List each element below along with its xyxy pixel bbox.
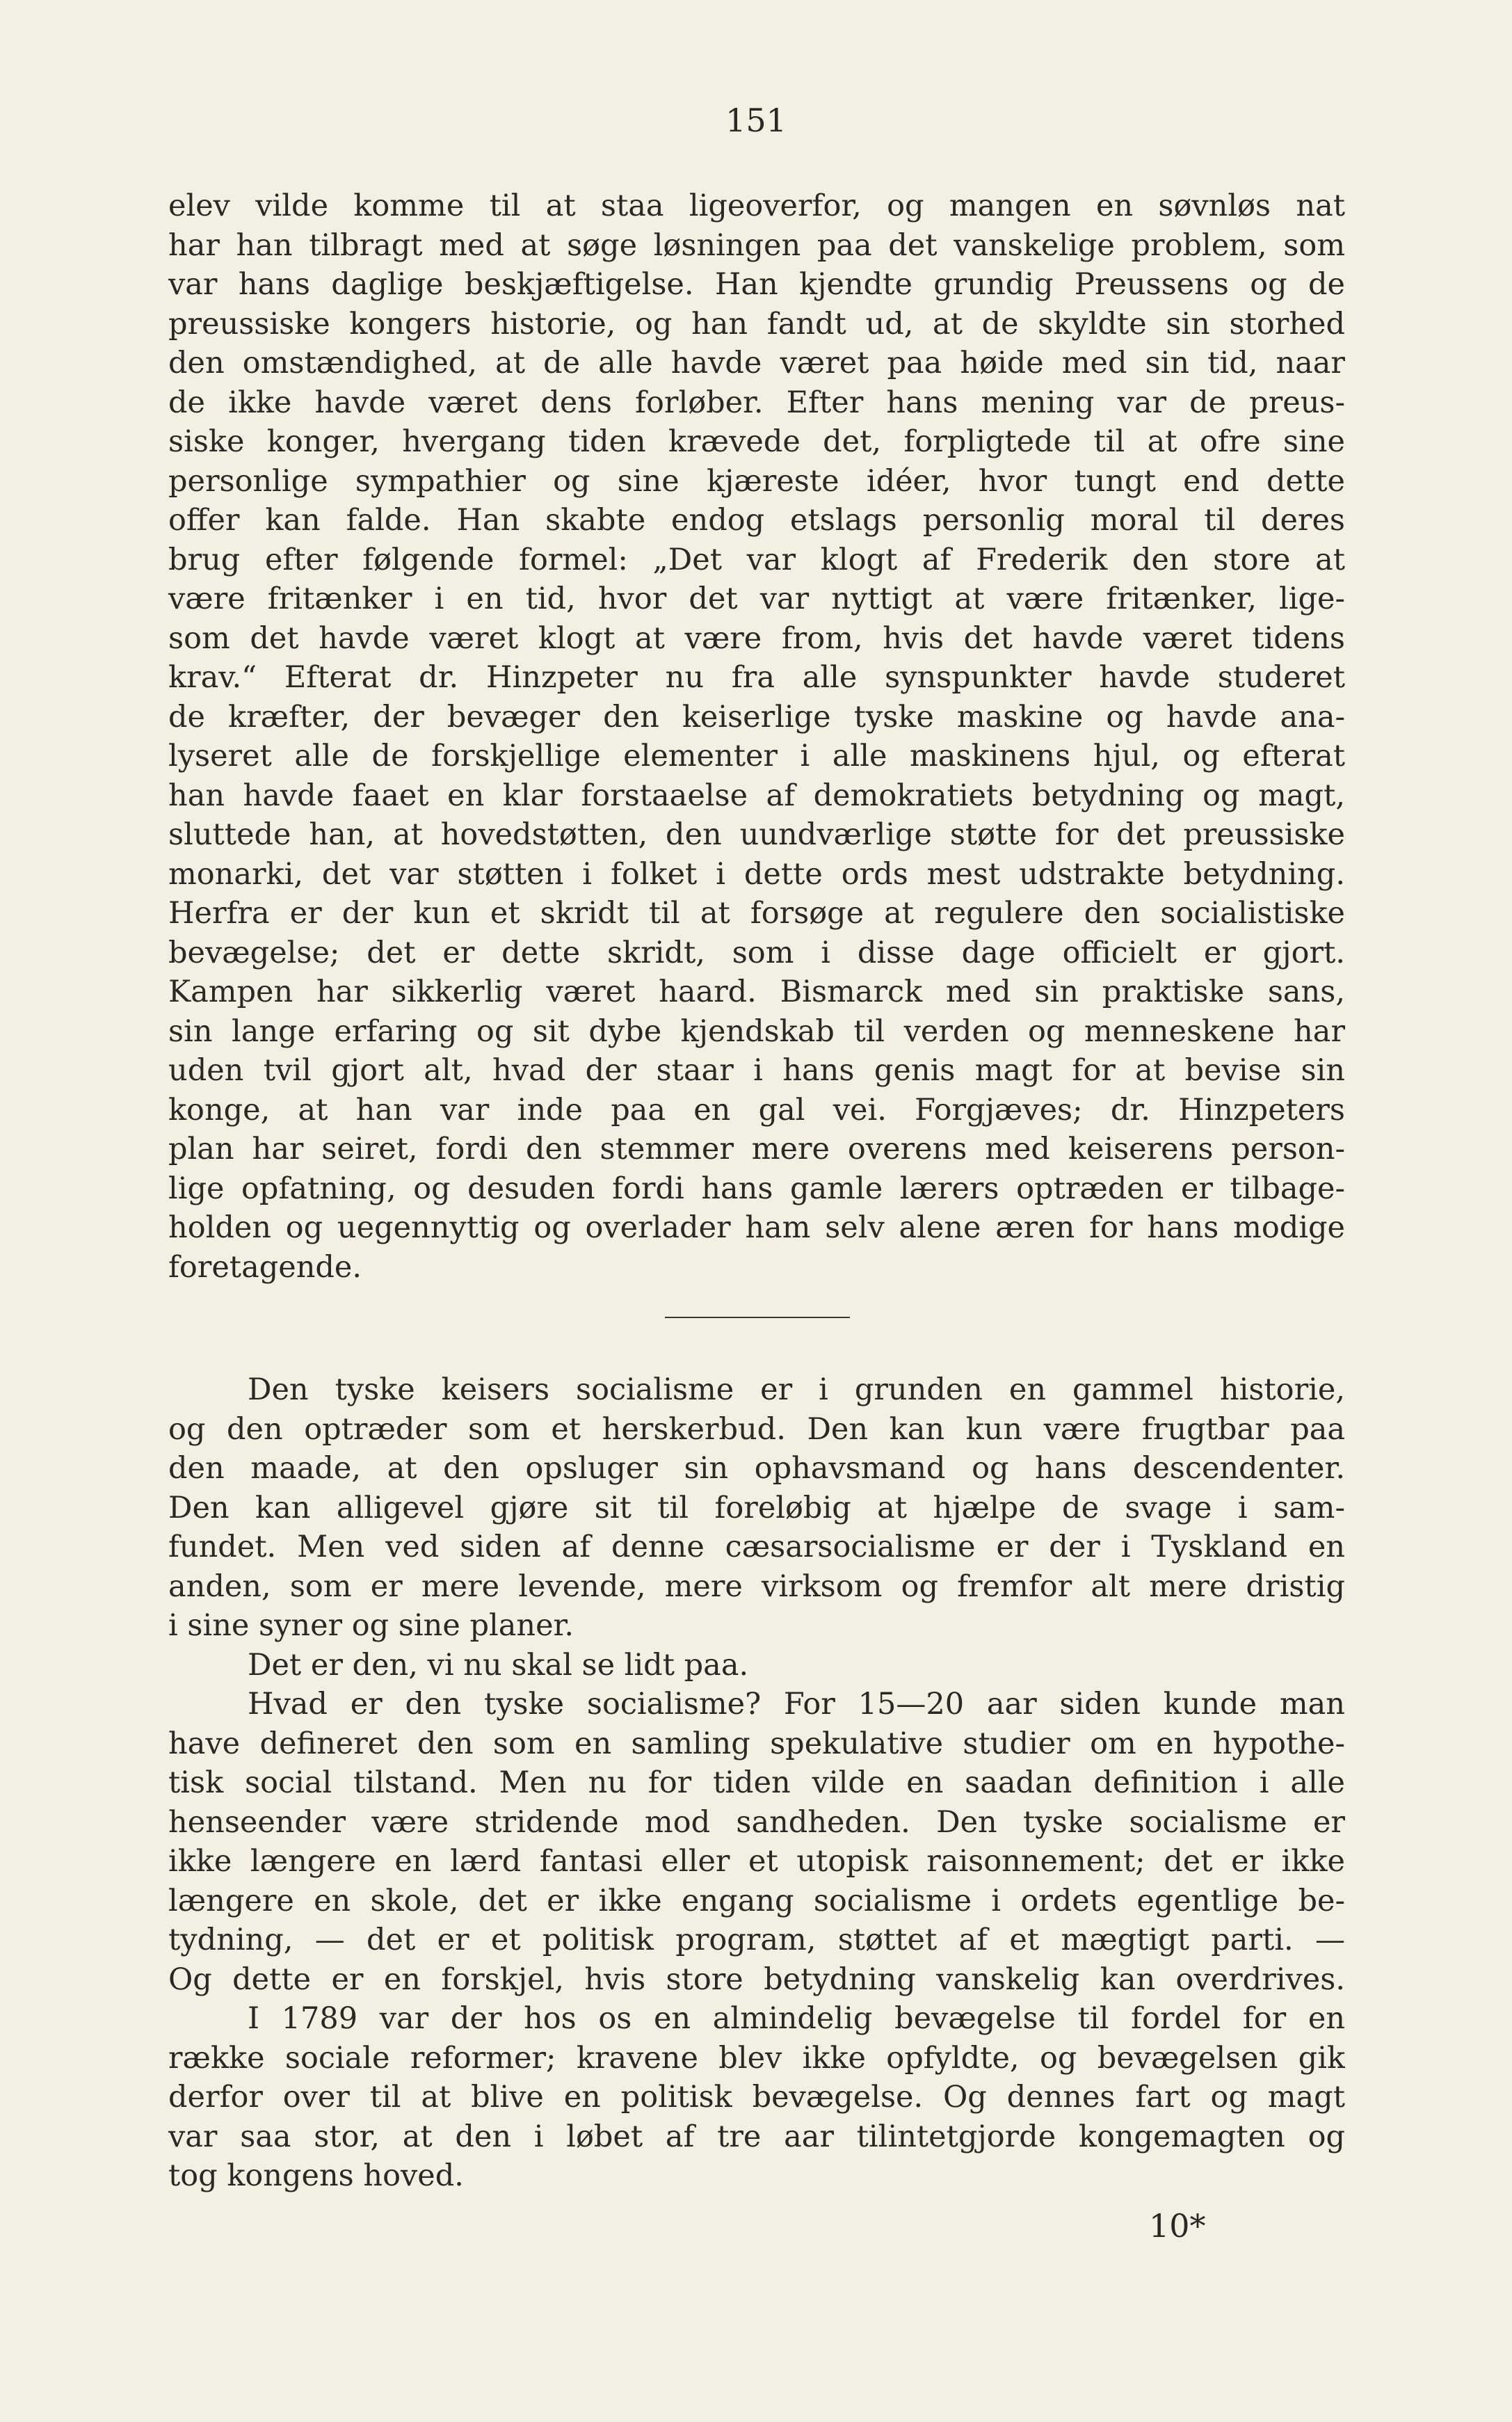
- text-line: have defineret den som en samling spekulative studier om en hypothe-: [168, 1726, 1345, 1761]
- text-line: Herfra er der kun et skridt til at forsøge at regulere den socialistiske: [168, 896, 1345, 931]
- text-line: tisk social tilstand. Men nu for tiden vilde en saadan definition i alle: [168, 1765, 1345, 1800]
- text-line: foretagende.: [168, 1249, 362, 1285]
- text-line: længere en skole, det er ikke engang socialisme i ordets egentlige be-: [168, 1883, 1345, 1918]
- text-line: plan har seiret, fordi den stemmer mere overens med keiserens person-: [168, 1132, 1345, 1166]
- section-divider: [665, 1317, 850, 1318]
- text-line: lyseret alle de forskjellige elementer i alle maskinens hjul, og efterat: [168, 739, 1345, 773]
- text-line: Den kan alligevel gjøre sit til foreløbig at hjælpe de svage i sam-: [168, 1490, 1345, 1525]
- text-line: offer kan falde. Han skabte endog etslags personlig moral til deres: [168, 503, 1345, 538]
- signature-mark: 10*: [1149, 2207, 1206, 2245]
- text-line: i sine syner og sine planer.: [168, 1608, 574, 1643]
- text-line: henseender være stridende mod sandheden. Den tyske socialisme er: [168, 1804, 1345, 1840]
- text-line: har han tilbragt med at søge løsningen paa det vanskelige problem, som: [168, 227, 1345, 263]
- text-line: konge, at han var inde paa en gal vei. Forgjæves; dr. Hinzpeters: [168, 1092, 1345, 1128]
- text-line: Hvad er den tyske socialisme? For 15—20 aar siden kunde man: [248, 1687, 1345, 1722]
- text-line: sluttede han, at hovedstøtten, den uundværlige støtte for det preussiske: [168, 817, 1345, 852]
- text-line: Og dette er en forskjel, hvis store betydning vanskelig kan overdrives.: [168, 1962, 1345, 1997]
- text-line: den maade, at den opsluger sin ophavsmand og hans descendenter.: [168, 1451, 1345, 1486]
- text-line: var saa stor, at den i løbet af tre aar tilintetgjorde kongemagten og: [168, 2119, 1345, 2154]
- paragraph-5: [168, 1999, 1345, 2196]
- text-line: række sociale reformer; kravene blev ikke opfyldte, og bevægelsen gik: [168, 2040, 1345, 2076]
- text-line: de kræfter, der bevæger den keiserlige tyske maskine og havde ana-: [168, 699, 1345, 735]
- text-line: I 1789 var der hos os en almindelig bevægelse til fordel for en: [248, 2001, 1345, 2036]
- text-line: siske konger, hvergang tiden krævede det, forpligtede til at ofre sine: [168, 424, 1345, 459]
- text-line: Kampen har sikkerlig været haard. Bismarck med sin praktiske sans,: [168, 975, 1345, 1009]
- text-line: Den tyske keisers socialisme er i grunden en gammel historie,: [248, 1372, 1345, 1407]
- text-line: han havde faaet en klar forstaaelse af demokratiets betydning og magt,: [168, 778, 1345, 813]
- text-line: monarki, det var støtten i folket i dette ords mest udstrakte betydning.: [168, 856, 1345, 892]
- text-line: var hans daglige beskjæftigelse. Han kjendte grundig Preussens og de: [168, 267, 1345, 302]
- paragraph-1: [168, 186, 1345, 1287]
- text-line: uden tvil gjort alt, hvad der staar i hans genis magt for at bevise sin: [168, 1053, 1345, 1088]
- text-line: sin lange erfaring og sit dybe kjendskab til verden og menneskene har: [168, 1013, 1345, 1049]
- text-line: den omstændighed, at de alle havde været paa høide med sin tid, naar: [168, 346, 1345, 380]
- text-line: anden, som er mere levende, mere virksom og fremfor alt mere dristig: [168, 1569, 1345, 1604]
- paragraph-2: [168, 1370, 1345, 1646]
- text-line: tydning, — det er et politisk program, støttet af et mægtigt parti. —: [168, 1923, 1345, 1957]
- text-line: personlige sympathier og sine kjæreste idéer, hvor tungt end dette: [168, 463, 1345, 499]
- text-line: de ikke havde været dens forløber. Efter hans mening var de preus-: [168, 385, 1345, 420]
- text-line: brug efter følgende formel: „Det var klogt af Frederik den store at: [168, 542, 1345, 577]
- text-line: elev vilde komme til at staa ligeoverfor, og mangen en søvnløs nat: [168, 189, 1345, 223]
- text-line: fundet. Men ved siden af denne cæsarsocialisme er der i Tyskland en: [168, 1530, 1345, 1564]
- text-line: Det er den, vi nu skal se lidt paa.: [248, 1647, 749, 1683]
- text-line: bevægelse; det er dette skridt, som i disse dage officielt er gjort.: [168, 935, 1345, 970]
- text-line: lige opfatning, og desuden fordi hans gamle lærers optræden er tilbage-: [168, 1171, 1345, 1206]
- text-line: være fritænker i en tid, hvor det var nyttigt at være fritænker, lige-: [168, 582, 1345, 616]
- text-line: som det havde været klogt at være from, hvis det havde været tidens: [168, 620, 1345, 656]
- text-line: ikke længere en lærd fantasi eller et utopisk raisonnement; det er ikke: [168, 1844, 1345, 1879]
- text-line: preussiske kongers historie, og han fandt ud, at de skyldte sin storhed: [168, 306, 1345, 342]
- text-line: tog kongens hoved.: [168, 2158, 464, 2193]
- paragraph-4: [168, 1685, 1345, 1999]
- text-line: og den optræder som et herskerbud. Den kan kun være frugtbar paa: [168, 1411, 1345, 1447]
- text-line: holden og uegennyttig og overlader ham selv alene æren for hans modige: [168, 1210, 1345, 1245]
- text-line: krav.“ Efterat dr. Hinzpeter nu fra alle synspunkter havde studeret: [168, 660, 1345, 695]
- page-number: 151: [725, 102, 787, 139]
- text-line: derfor over til at blive en politisk bevægelse. Og dennes fart og magt: [168, 2080, 1345, 2115]
- paragraph-3: [168, 1646, 1345, 1685]
